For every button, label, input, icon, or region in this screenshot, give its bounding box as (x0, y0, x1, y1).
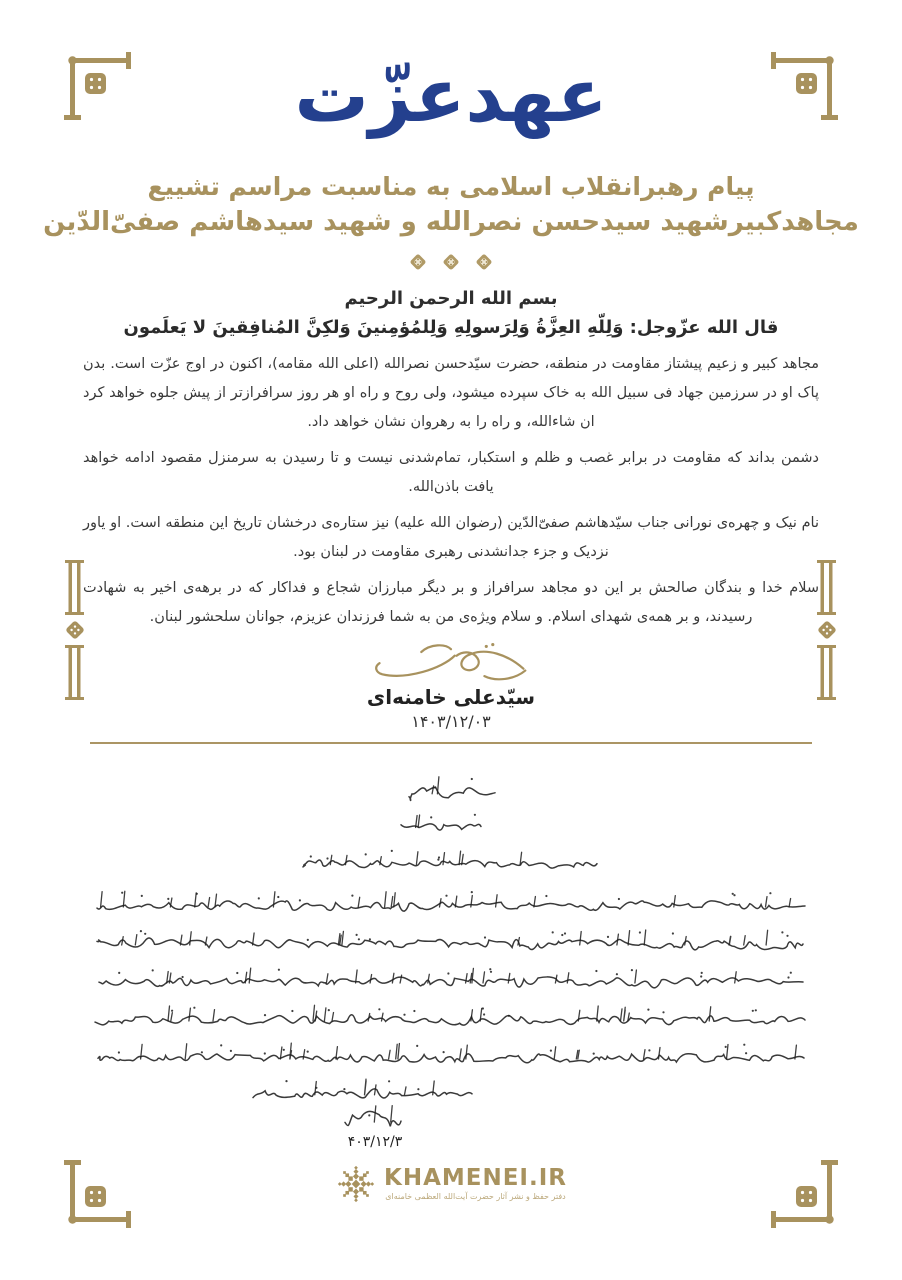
message-paragraph-1: مجاهد کبیر و زعیم پیشتاز مقاومت در منطقه، حضرت سیّدحسن نصرالله (اعلی الله مقامه)، اکنون در اوج عزّت است. بدن پاک او در سرزمین جهاد فی سبیل الله به خاک سپرده میشود، ولی روح و راه او هر روز سرافرازتر از پیش جلوه خواهد کرد ان شاءالله، و راه را به رهروان نشان خواهد داد. (83, 356, 819, 430)
handwritten-line (250, 1074, 475, 1110)
signature-row (83, 639, 819, 691)
message-date: ۱۴۰۳/۱۲/۰۳ (411, 712, 491, 731)
quran-verse-text: قال الله عزّوجل: وَلِلّهِ العِزَّةُ وَلِرَسولِهِ وَلِلمُؤمِنينَ وَلكِنَّ المُنافِقينَ لا يَعلَمون (123, 317, 779, 338)
signature-calligraphy-icon (361, 639, 541, 691)
diamond-rosette-icon (408, 250, 428, 278)
message-paragraph-2: دشمن بداند که مقاومت در برابر غصب و ظلم و استکبار، تمام‌شدنی نیست و تا رسیدن به سرمنزل مقصود ادامه خواهد یافت باذن‌الله. (83, 450, 819, 495)
handwritten-line (406, 762, 498, 818)
diamond-rosette-icon (441, 250, 461, 278)
brand-tagline: دفتر حفظ و نشر آثار حضرت آیت‌الله العظمی خامنه‌ای (385, 1192, 566, 1201)
handwritten-line (398, 810, 484, 840)
message-paragraph-3: نام نیک و چهره‌ی نورانی جناب سیّدهاشم صفیّ‌الدّین (رضوان الله علیه) نیز ستاره‌ی درخشان تاریخ این منطقه است. او یاور نزدیک و جزء جدانشدنی رهبری مقاومت در لبنان بود. (83, 515, 819, 560)
handwritten-date: ۴۰۳/۱۲/۳ (347, 1134, 403, 1150)
handwritten-line (96, 960, 806, 1000)
ahd-ezzat-calligraphy-logo: عهدعزّت (294, 53, 608, 139)
handwritten-line (94, 884, 808, 924)
headline-line-2: مجاهدکبیرشهید سیدحسن نصرالله و شهید سیدهاشم صفیّ‌الدّین (43, 207, 859, 237)
handwritten-line (95, 1036, 807, 1076)
message-paragraph-4: سلام خدا و بندگان صالحش بر این دو مجاهد سرافراز و بر دیگر مبارزان شجاع و فداکار که در برهه‌ی اخیر به شهادت رسیدند، و بر همه‌ی شهدای اسلام. و سلام ویژه‌ی من به شما فرزندان عزیزم، جوانان سلحشور لبنان. (83, 580, 819, 625)
handwritten-line (94, 922, 806, 962)
handwritten-line (300, 845, 600, 879)
gold-divider-rule (90, 742, 812, 744)
khamenei-starburst-icon (335, 1163, 377, 1205)
khamenei-ir-brand[interactable] (0, 1163, 902, 1205)
signer-name: سیّدعلی خامنه‌ای (366, 685, 536, 709)
printed-message (83, 288, 819, 731)
brand-wordmark: KHAMENEI.IR (384, 1165, 567, 1191)
diamond-separator (0, 250, 902, 278)
headline-line-1: پیام رهبرانقلاب اسلامی به مناسبت مراسم تشییع (147, 172, 755, 201)
diamond-rosette-icon (474, 250, 494, 278)
bismillah-text: بسم الله الرحمن الرحیم (344, 288, 558, 309)
handwritten-line (92, 998, 808, 1038)
